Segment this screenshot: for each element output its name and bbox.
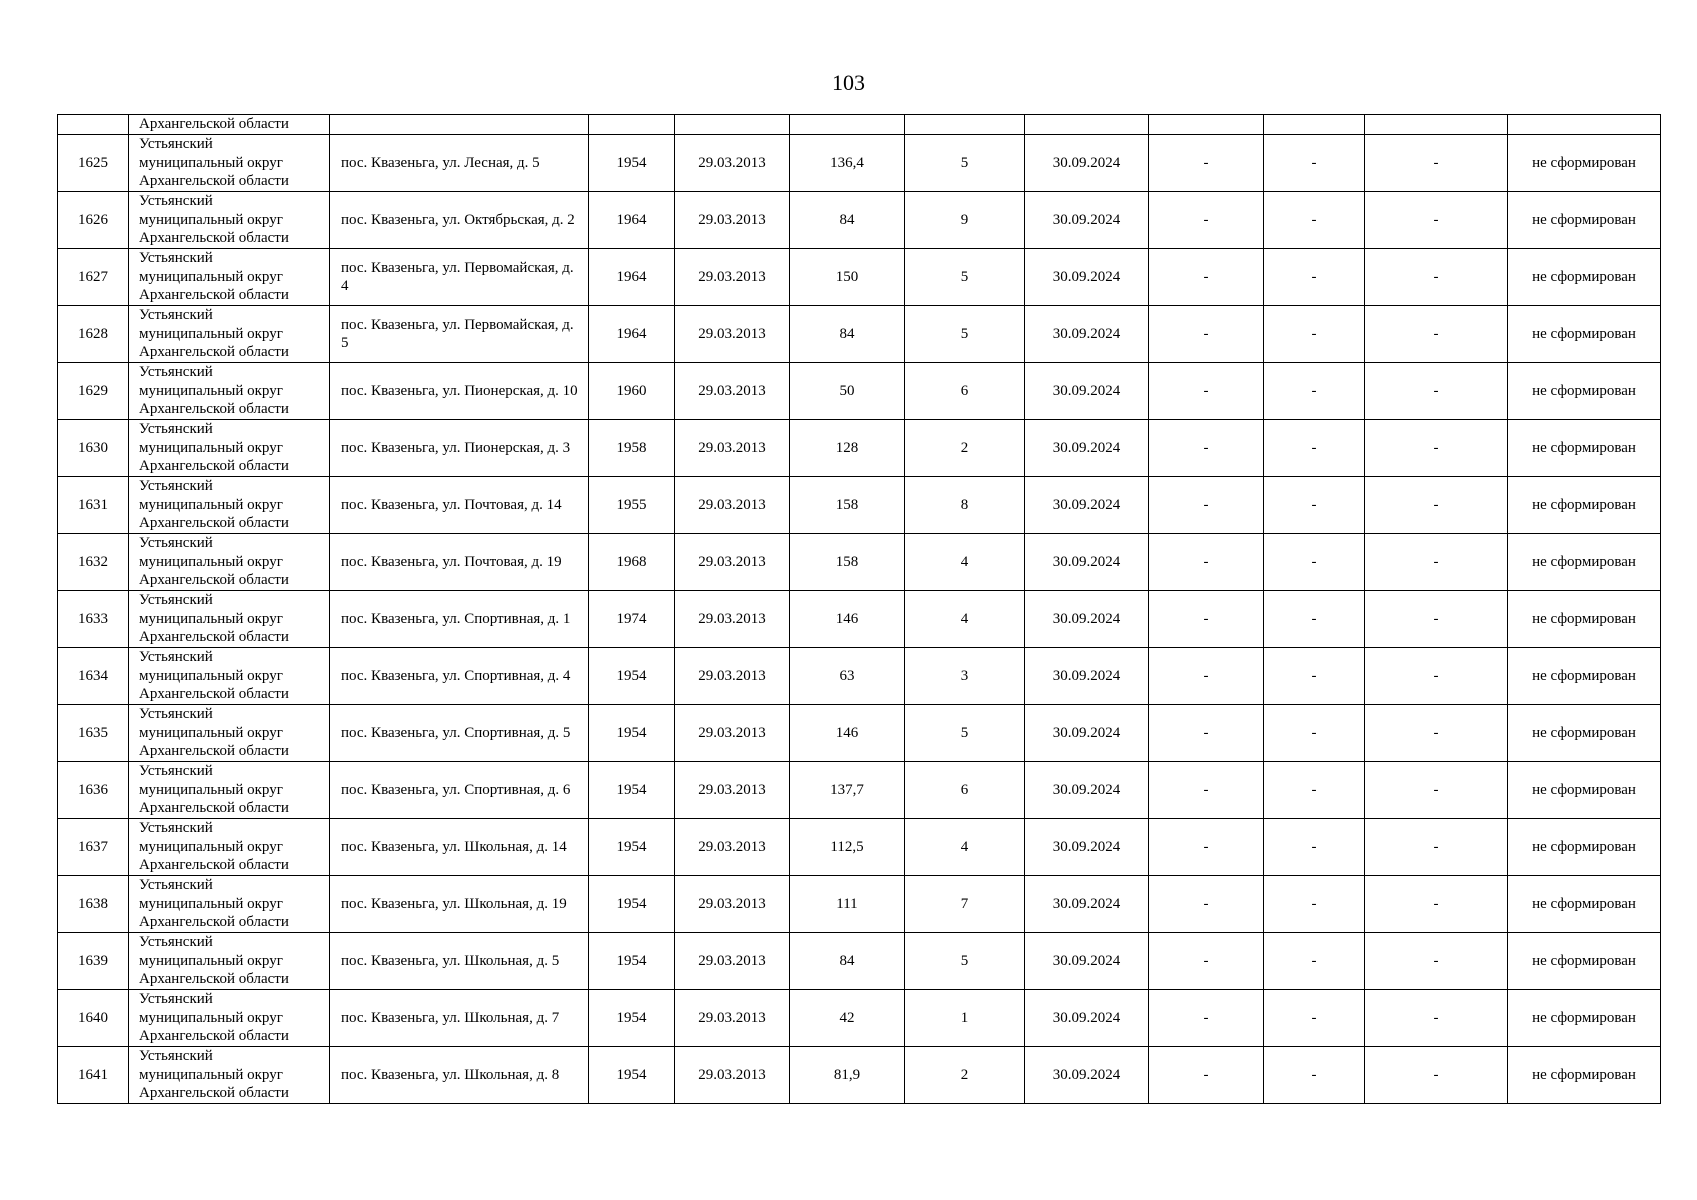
area-cell: 112,5: [790, 819, 905, 876]
status-cell: не сформирован: [1508, 933, 1661, 990]
municipality-line: муниципальный округ: [139, 667, 283, 684]
residents-count-cell: 5: [905, 933, 1025, 990]
year-built-cell: 1954: [589, 876, 675, 933]
municipality-cell: [129, 249, 330, 306]
municipality-line: Архангельской области: [139, 857, 289, 874]
status-cell: не сформирован: [1508, 762, 1661, 819]
address-cell: пос. Квазеньга, ул. Спортивная, д. 1: [330, 591, 589, 648]
municipality-line: Устьянский: [139, 193, 213, 210]
table-row: [58, 135, 1661, 192]
recognition-date-cell: 29.03.2013: [675, 534, 790, 591]
year-built-cell: 1954: [589, 1047, 675, 1104]
empty-value-cell: -: [1365, 819, 1508, 876]
empty-value-cell: -: [1365, 249, 1508, 306]
recognition-date-cell: 29.03.2013: [675, 933, 790, 990]
municipality-cell: Архангельской области: [129, 115, 330, 135]
year-built-cell: 1964: [589, 306, 675, 363]
address-cell: пос. Квазеньга, ул. Школьная, д. 19: [330, 876, 589, 933]
year-built-cell: 1954: [589, 705, 675, 762]
row-number-cell: 1637: [58, 819, 129, 876]
status-cell: не сформирован: [1508, 192, 1661, 249]
planned-date-cell: 30.09.2024: [1025, 477, 1149, 534]
table-row: [58, 819, 1661, 876]
table-row: [58, 648, 1661, 705]
empty-value-cell: -: [1264, 306, 1365, 363]
page-number: 103: [832, 70, 865, 95]
status-cell: не сформирован: [1508, 990, 1661, 1047]
area-cell: 81,9: [790, 1047, 905, 1104]
municipality-line: муниципальный округ: [139, 496, 283, 513]
year-built-cell: 1974: [589, 591, 675, 648]
municipality-cell: [129, 135, 330, 192]
area-cell: 42: [790, 990, 905, 1047]
municipality-line: муниципальный округ: [139, 382, 283, 399]
empty-value-cell: -: [1149, 192, 1264, 249]
table-row: [58, 249, 1661, 306]
municipality-line: Архангельской области: [139, 572, 289, 589]
planned-date-cell: 30.09.2024: [1025, 135, 1149, 192]
table-row: [58, 876, 1661, 933]
empty-value-cell: -: [1365, 135, 1508, 192]
municipality-line: муниципальный округ: [139, 838, 283, 855]
status-cell: не сформирован: [1508, 249, 1661, 306]
municipality-line: Устьянский: [139, 991, 213, 1008]
empty-value-cell: -: [1365, 648, 1508, 705]
empty-value-cell: -: [1365, 306, 1508, 363]
planned-date-cell: 30.09.2024: [1025, 876, 1149, 933]
address-cell: пос. Квазеньга, ул. Пионерская, д. 3: [330, 420, 589, 477]
municipality-line: Устьянский: [139, 307, 213, 324]
municipality-line: Архангельской области: [139, 743, 289, 760]
row-number-cell: 1629: [58, 363, 129, 420]
residents-count-cell: 4: [905, 534, 1025, 591]
empty-value-cell: -: [1149, 990, 1264, 1047]
municipality-cell: [129, 363, 330, 420]
area-cell: 150: [790, 249, 905, 306]
address-cell: пос. Квазеньга, ул. Октябрьская, д. 2: [330, 192, 589, 249]
status-cell: не сформирован: [1508, 420, 1661, 477]
address-cell: пос. Квазеньга, ул. Первомайская, д. 5: [330, 306, 589, 363]
municipality-line: Архангельской области: [139, 287, 289, 304]
area-cell: 50: [790, 363, 905, 420]
row-number-cell: 1630: [58, 420, 129, 477]
planned-date-cell: 30.09.2024: [1025, 249, 1149, 306]
status-cell: не сформирован: [1508, 876, 1661, 933]
municipality-line: Устьянский: [139, 706, 213, 723]
recognition-date-cell: 29.03.2013: [675, 819, 790, 876]
municipality-line: муниципальный округ: [139, 895, 283, 912]
recognition-date-cell: 29.03.2013: [675, 876, 790, 933]
table-row: [58, 762, 1661, 819]
empty-value-cell: -: [1365, 477, 1508, 534]
empty-value-cell: -: [1149, 477, 1264, 534]
municipality-cell: [129, 1047, 330, 1104]
recognition-date-cell: 29.03.2013: [675, 705, 790, 762]
empty-value-cell: -: [1264, 648, 1365, 705]
residents-count-cell: 1: [905, 990, 1025, 1047]
municipality-line: Устьянский: [139, 934, 213, 951]
empty-value-cell: -: [1149, 876, 1264, 933]
municipality-line: Устьянский: [139, 877, 213, 894]
year-built-cell: 1955: [589, 477, 675, 534]
empty-value-cell: -: [1264, 876, 1365, 933]
municipality-line: Архангельской области: [139, 344, 289, 361]
area-cell: 84: [790, 192, 905, 249]
empty-value-cell: -: [1149, 648, 1264, 705]
table-row: [58, 591, 1661, 648]
municipality-cell: [129, 648, 330, 705]
empty-value-cell: -: [1264, 477, 1365, 534]
empty-value-cell: -: [1149, 933, 1264, 990]
year-built-cell: 1954: [589, 933, 675, 990]
residents-count-cell: 5: [905, 705, 1025, 762]
address-cell: пос. Квазеньга, ул. Спортивная, д. 4: [330, 648, 589, 705]
area-cell: 128: [790, 420, 905, 477]
municipality-cell: [129, 306, 330, 363]
municipality-line: Архангельской области: [139, 800, 289, 817]
status-cell: не сформирован: [1508, 477, 1661, 534]
municipality-line: Устьянский: [139, 478, 213, 495]
empty-value-cell: -: [1264, 135, 1365, 192]
status-cell: не сформирован: [1508, 534, 1661, 591]
residents-count-cell: 4: [905, 591, 1025, 648]
municipality-line: Устьянский: [139, 820, 213, 837]
empty-value-cell: -: [1365, 420, 1508, 477]
address-cell: пос. Квазеньга, ул. Почтовая, д. 14: [330, 477, 589, 534]
empty-value-cell: -: [1264, 249, 1365, 306]
row-number-cell: 1625: [58, 135, 129, 192]
row-number-cell: 1641: [58, 1047, 129, 1104]
recognition-date-cell: 29.03.2013: [675, 762, 790, 819]
residents-count-cell: 5: [905, 306, 1025, 363]
planned-date-cell: 30.09.2024: [1025, 192, 1149, 249]
recognition-date-cell: 29.03.2013: [675, 648, 790, 705]
row-number-cell: 1636: [58, 762, 129, 819]
empty-value-cell: -: [1365, 876, 1508, 933]
status-cell: не сформирован: [1508, 363, 1661, 420]
municipality-line: Устьянский: [139, 592, 213, 609]
residents-count-cell: 8: [905, 477, 1025, 534]
municipality-cell: [129, 705, 330, 762]
table-row: [58, 534, 1661, 591]
municipality-line: Устьянский: [139, 649, 213, 666]
table-row-continuation: [58, 115, 1661, 135]
municipality-line: муниципальный округ: [139, 1009, 283, 1026]
municipality-line: муниципальный округ: [139, 211, 283, 228]
residents-count-cell: 5: [905, 135, 1025, 192]
year-built-cell: 1964: [589, 192, 675, 249]
empty-value-cell: -: [1149, 306, 1264, 363]
status-cell: не сформирован: [1508, 306, 1661, 363]
empty-value-cell: -: [1149, 591, 1264, 648]
municipality-line: Устьянский: [139, 136, 213, 153]
empty-value-cell: -: [1264, 192, 1365, 249]
municipality-line: Устьянский: [139, 364, 213, 381]
empty-value-cell: -: [1149, 705, 1264, 762]
recognition-date-cell: 29.03.2013: [675, 477, 790, 534]
address-cell: пос. Квазеньга, ул. Школьная, д. 8: [330, 1047, 589, 1104]
municipality-line: Устьянский: [139, 763, 213, 780]
recognition-date-cell: 29.03.2013: [675, 990, 790, 1047]
empty-value-cell: -: [1264, 534, 1365, 591]
year-built-cell: 1954: [589, 135, 675, 192]
recognition-date-cell: 29.03.2013: [675, 249, 790, 306]
address-cell: пос. Квазеньга, ул. Школьная, д. 5: [330, 933, 589, 990]
empty-value-cell: -: [1149, 819, 1264, 876]
row-number-cell: 1632: [58, 534, 129, 591]
area-cell: 158: [790, 477, 905, 534]
row-number-cell: 1626: [58, 192, 129, 249]
recognition-date-cell: 29.03.2013: [675, 591, 790, 648]
municipality-line: Архангельской области: [139, 1085, 289, 1102]
municipality-cell: [129, 591, 330, 648]
municipality-line: Устьянский: [139, 421, 213, 438]
municipality-line: Архангельской области: [139, 173, 289, 190]
empty-value-cell: -: [1365, 1047, 1508, 1104]
empty-value-cell: -: [1264, 420, 1365, 477]
empty-value-cell: -: [1149, 363, 1264, 420]
municipality-line: Архангельской области: [139, 686, 289, 703]
empty-value-cell: -: [1149, 762, 1264, 819]
empty-value-cell: -: [1365, 363, 1508, 420]
residents-count-cell: 5: [905, 249, 1025, 306]
municipality-line: муниципальный округ: [139, 1066, 283, 1083]
recognition-date-cell: 29.03.2013: [675, 420, 790, 477]
year-built-cell: 1954: [589, 648, 675, 705]
municipality-line: муниципальный округ: [139, 724, 283, 741]
planned-date-cell: 30.09.2024: [1025, 819, 1149, 876]
empty-value-cell: -: [1149, 534, 1264, 591]
area-cell: 146: [790, 591, 905, 648]
empty-value-cell: -: [1365, 534, 1508, 591]
address-cell: пос. Квазеньга, ул. Первомайская, д. 4: [330, 249, 589, 306]
recognition-date-cell: 29.03.2013: [675, 1047, 790, 1104]
empty-value-cell: -: [1264, 363, 1365, 420]
municipality-line: Архангельской области: [139, 458, 289, 475]
municipality-line: муниципальный округ: [139, 439, 283, 456]
empty-value-cell: -: [1149, 420, 1264, 477]
area-cell: 146: [790, 705, 905, 762]
municipality-line: муниципальный округ: [139, 268, 283, 285]
empty-value-cell: -: [1365, 990, 1508, 1047]
table-row: [58, 705, 1661, 762]
municipality-line: муниципальный округ: [139, 781, 283, 798]
recognition-date-cell: 29.03.2013: [675, 363, 790, 420]
empty-value-cell: -: [1264, 591, 1365, 648]
planned-date-cell: 30.09.2024: [1025, 648, 1149, 705]
recognition-date-cell: 29.03.2013: [675, 135, 790, 192]
planned-date-cell: 30.09.2024: [1025, 762, 1149, 819]
address-cell: пос. Квазеньга, ул. Спортивная, д. 5: [330, 705, 589, 762]
residents-count-cell: 3: [905, 648, 1025, 705]
status-cell: не сформирован: [1508, 705, 1661, 762]
empty-value-cell: -: [1264, 990, 1365, 1047]
status-cell: не сформирован: [1508, 1047, 1661, 1104]
address-cell: пос. Квазеньга, ул. Пионерская, д. 10: [330, 363, 589, 420]
municipality-cell: [129, 192, 330, 249]
empty-value-cell: -: [1365, 933, 1508, 990]
row-number-cell: 1635: [58, 705, 129, 762]
empty-value-cell: -: [1149, 135, 1264, 192]
year-built-cell: 1968: [589, 534, 675, 591]
residents-count-cell: 4: [905, 819, 1025, 876]
empty-value-cell: -: [1365, 762, 1508, 819]
residents-count-cell: 6: [905, 363, 1025, 420]
area-cell: 136,4: [790, 135, 905, 192]
municipality-cell: [129, 819, 330, 876]
status-cell: не сформирован: [1508, 648, 1661, 705]
status-cell: не сформирован: [1508, 135, 1661, 192]
table-row: [58, 363, 1661, 420]
year-built-cell: 1954: [589, 990, 675, 1047]
residents-count-cell: 2: [905, 420, 1025, 477]
status-cell: не сформирован: [1508, 591, 1661, 648]
area-cell: 84: [790, 933, 905, 990]
municipality-line: муниципальный округ: [139, 553, 283, 570]
empty-value-cell: -: [1149, 249, 1264, 306]
row-number-cell: 1634: [58, 648, 129, 705]
municipality-cell: [129, 933, 330, 990]
municipality-line: Архангельской области: [139, 629, 289, 646]
year-built-cell: 1954: [589, 819, 675, 876]
municipality-line: муниципальный округ: [139, 154, 283, 171]
area-cell: 111: [790, 876, 905, 933]
planned-date-cell: 30.09.2024: [1025, 705, 1149, 762]
residents-count-cell: 9: [905, 192, 1025, 249]
municipality-cell: [129, 990, 330, 1047]
address-cell: пос. Квазеньга, ул. Спортивная, д. 6: [330, 762, 589, 819]
municipality-line: Архангельской области: [139, 515, 289, 532]
empty-value-cell: -: [1264, 933, 1365, 990]
municipality-line: муниципальный округ: [139, 952, 283, 969]
planned-date-cell: 30.09.2024: [1025, 591, 1149, 648]
row-number-cell: 1627: [58, 249, 129, 306]
municipality-line: Архангельской области: [139, 401, 289, 418]
planned-date-cell: 30.09.2024: [1025, 306, 1149, 363]
planned-date-cell: 30.09.2024: [1025, 534, 1149, 591]
address-cell: пос. Квазеньга, ул. Школьная, д. 7: [330, 990, 589, 1047]
recognition-date-cell: 29.03.2013: [675, 192, 790, 249]
year-built-cell: 1954: [589, 762, 675, 819]
row-number-cell: 1628: [58, 306, 129, 363]
municipality-cell: [129, 477, 330, 534]
area-cell: 137,7: [790, 762, 905, 819]
empty-value-cell: -: [1149, 1047, 1264, 1104]
municipality-line: Архангельской области: [139, 230, 289, 247]
municipality-line: Архангельской области: [139, 914, 289, 931]
empty-value-cell: -: [1264, 1047, 1365, 1104]
status-cell: не сформирован: [1508, 819, 1661, 876]
planned-date-cell: 30.09.2024: [1025, 363, 1149, 420]
address-cell: пос. Квазеньга, ул. Школьная, д. 14: [330, 819, 589, 876]
row-number-cell: 1639: [58, 933, 129, 990]
year-built-cell: 1958: [589, 420, 675, 477]
table-row: [58, 477, 1661, 534]
planned-date-cell: 30.09.2024: [1025, 990, 1149, 1047]
municipality-line: Архангельской области: [139, 971, 289, 988]
municipality-line: Устьянский: [139, 250, 213, 267]
empty-value-cell: -: [1365, 591, 1508, 648]
empty-value-cell: -: [1365, 705, 1508, 762]
table-row: [58, 990, 1661, 1047]
planned-date-cell: 30.09.2024: [1025, 1047, 1149, 1104]
table-row: [58, 192, 1661, 249]
empty-value-cell: -: [1365, 192, 1508, 249]
housing-registry-table: [57, 114, 1661, 1104]
residents-count-cell: 2: [905, 1047, 1025, 1104]
empty-value-cell: -: [1264, 762, 1365, 819]
area-cell: 84: [790, 306, 905, 363]
area-cell: 63: [790, 648, 905, 705]
table-body: [58, 115, 1661, 1104]
municipality-cell: [129, 762, 330, 819]
empty-value-cell: -: [1264, 819, 1365, 876]
municipality-line: Устьянский: [139, 1048, 213, 1065]
row-number-cell: 1640: [58, 990, 129, 1047]
row-number-cell: 1633: [58, 591, 129, 648]
year-built-cell: 1964: [589, 249, 675, 306]
municipality-line: Устьянский: [139, 535, 213, 552]
municipality-cell: [129, 876, 330, 933]
municipality-line: муниципальный округ: [139, 325, 283, 342]
row-number-cell: 1631: [58, 477, 129, 534]
address-cell: пос. Квазеньга, ул. Лесная, д. 5: [330, 135, 589, 192]
municipality-cell: [129, 534, 330, 591]
planned-date-cell: 30.09.2024: [1025, 933, 1149, 990]
municipality-line: Архангельской области: [139, 1028, 289, 1045]
address-cell: пос. Квазеньга, ул. Почтовая, д. 19: [330, 534, 589, 591]
residents-count-cell: 6: [905, 762, 1025, 819]
recognition-date-cell: 29.03.2013: [675, 306, 790, 363]
row-number-cell: 1638: [58, 876, 129, 933]
table-row: [58, 420, 1661, 477]
residents-count-cell: 7: [905, 876, 1025, 933]
table-row: [58, 933, 1661, 990]
year-built-cell: 1960: [589, 363, 675, 420]
municipality-cell: [129, 420, 330, 477]
table-row: [58, 306, 1661, 363]
planned-date-cell: 30.09.2024: [1025, 420, 1149, 477]
area-cell: 158: [790, 534, 905, 591]
municipality-line: муниципальный округ: [139, 610, 283, 627]
empty-value-cell: -: [1264, 705, 1365, 762]
table-row: [58, 1047, 1661, 1104]
